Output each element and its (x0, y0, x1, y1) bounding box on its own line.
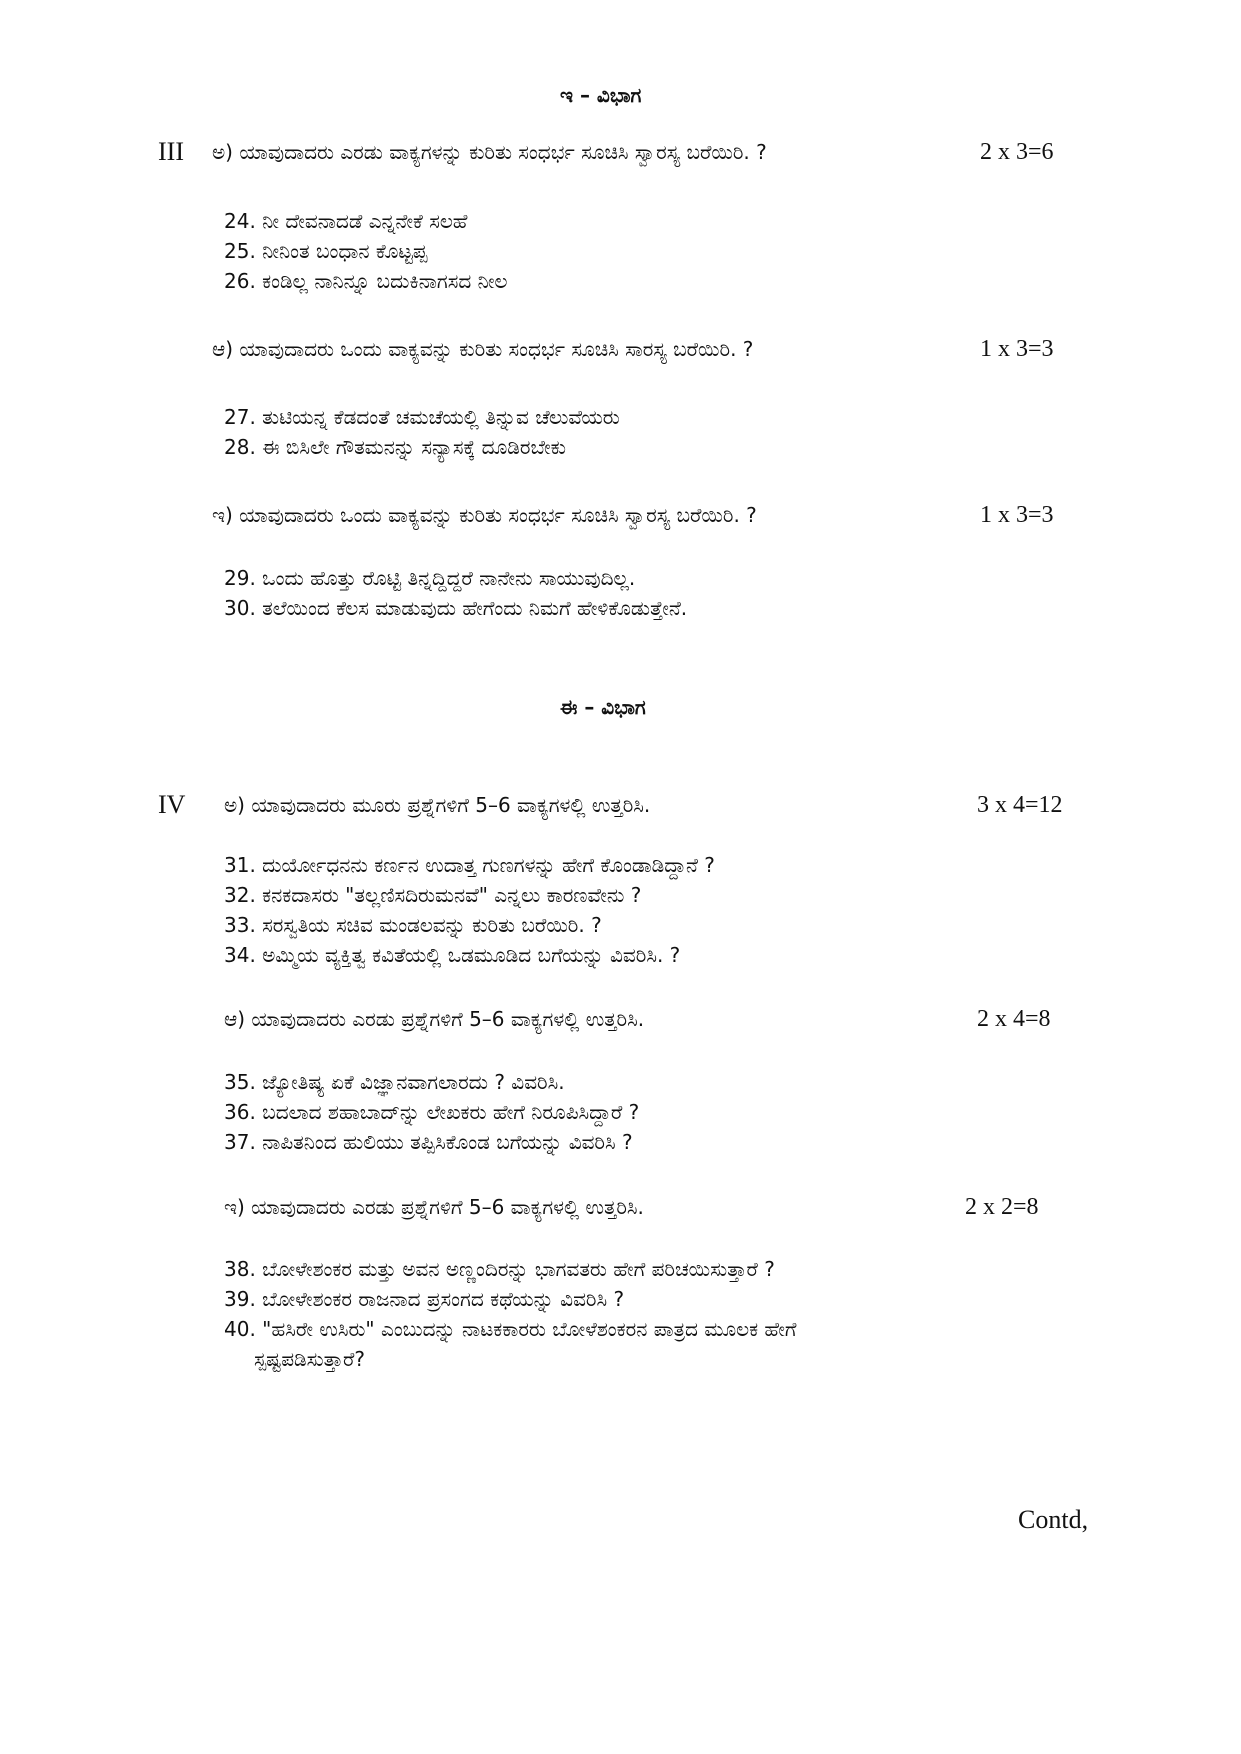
section-c-a-marks: 2 x 3=6 (980, 139, 1054, 165)
section-d-roman: IV (158, 790, 186, 819)
section-c-b-instruction: ಆ) ಯಾವುದಾದರು ಒಂದು ವಾಕ್ಯವನ್ನು ಕುರಿತು ಸಂಧರ್ಭ ಸೂಚಿಸಿ ಸಾರಸ್ಯ ಬರೆಯಿರಿ. ? (212, 337, 754, 361)
question-35: 35. ಜ್ಯೋತಿಷ್ಯ ಏಕೆ ವಿಜ್ಞಾನವಾಗಲಾರದು ? ವಿವರಿಸಿ. (224, 1070, 565, 1094)
question-30: 30. ತಲೆಯಿಂದ ಕೆಲಸ ಮಾಡುವುದು ಹೇಗೆಂದು ನಿಮಗೆ ಹೇಳಿಕೊಡುತ್ತೇನೆ. (224, 596, 688, 620)
question-25: 25. ನೀನಿಂತ ಬಂಧಾನ ಕೊಟ್ಟಪ್ಪ (224, 239, 428, 263)
section-c-a-instruction: ಅ) ಯಾವುದಾದರು ಎರಡು ವಾಕ್ಯಗಳನ್ನು ಕುರಿತು ಸಂಧರ್ಭ ಸೂಚಿಸಿ ಸ್ವಾರಸ್ಯ ಬರೆಯಿರಿ. ? (212, 140, 767, 164)
question-26: 26. ಕಂಡಿಲ್ಲ ನಾನಿನ್ನೂ ಬದುಕಿನಾಗಸದ ನೀಲ (224, 269, 508, 293)
question-40-continuation: ಸ್ಪಷ್ಟಪಡಿಸುತ್ತಾರೆ? (254, 1347, 365, 1371)
section-c-roman: III (158, 137, 184, 166)
section-d-b-instruction: ಆ) ಯಾವುದಾದರು ಎರಡು ಪ್ರಶ್ನೆಗಳಿಗೆ 5–6 ವಾಕ್ಯಗಳಲ್ಲಿ ಉತ್ತರಿಸಿ. (224, 1007, 645, 1031)
question-39: 39. ಬೋಳೇಶಂಕರ ರಾಜನಾದ ಪ್ರಸಂಗದ ಕಥೆಯನ್ನು ವಿವರಿಸಿ ? (224, 1287, 625, 1311)
question-27: 27. ತುಟಿಯನ್ನ ಕೆಡದಂತೆ ಚಮಚೆಯಲ್ಲಿ ತಿನ್ನುವ ಚೆಲುವೆಯರು (224, 405, 620, 429)
question-29: 29. ಒಂದು ಹೊತ್ತು ರೊಟ್ಟಿ ತಿನ್ನದ್ದಿದ್ದರೆ ನಾನೇನು ಸಾಯುವುದಿಲ್ಲ. (224, 566, 636, 590)
question-38: 38. ಬೋಳೇಶಂಕರ ಮತ್ತು ಅವನ ಅಣ್ಣಂದಿರನ್ನು ಭಾಗವತರು ಹೇಗೆ ಪರಿಚಯಿಸುತ್ತಾರೆ ? (224, 1257, 775, 1281)
question-24: 24. ನೀ ದೇವನಾದಡೆ ಎನ್ನನೇಕೆ ಸಲಹೆ (224, 209, 468, 233)
section-d-c-marks: 2 x 2=8 (965, 1194, 1039, 1220)
section-c-b-marks: 1 x 3=3 (980, 336, 1054, 362)
question-31: 31. ದುರ್ಯೋಧನನು ಕರ್ಣನ ಉದಾತ್ತ ಗುಣಗಳನ್ನು ಹೇಗೆ ಕೊಂಡಾಡಿದ್ದಾನೆ ? (224, 853, 715, 877)
contd-label: Contd, (1018, 1505, 1089, 1534)
section-d-c-instruction: ಇ) ಯಾವುದಾದರು ಎರಡು ಪ್ರಶ್ನೆಗಳಿಗೆ 5–6 ವಾಕ್ಯಗಳಲ್ಲಿ ಉತ್ತರಿಸಿ. (224, 1195, 644, 1219)
section-c-heading: ಇ – ವಿಭಾಗ (560, 83, 642, 107)
question-28: 28. ಈ ಬಿಸಿಲೇ ಗೌತಮನನ್ನು ಸನ್ಯಾಸಕ್ಕೆ ದೂಡಿರಬೇಕು (224, 435, 567, 459)
question-40: 40. "ಹಸಿರೇ ಉಸಿರು" ಎಂಬುದನ್ನು ನಾಟಕಕಾರರು ಬೋಳೆಶಂಕರನ ಪಾತ್ರದ ಮೂಲಕ ಹೇಗೆ (224, 1317, 797, 1341)
question-37: 37. ನಾಪಿತನಿಂದ ಹುಲಿಯು ತಪ್ಪಿಸಿಕೊಂಡ ಬಗೆಯನ್ನು ವಿವರಿಸಿ ? (224, 1130, 633, 1154)
section-c-c-instruction: ಇ) ಯಾವುದಾದರು ಒಂದು ವಾಕ್ಯವನ್ನು ಕುರಿತು ಸಂಧರ್ಭ ಸೂಚಿಸಿ ಸ್ವಾರಸ್ಯ ಬರೆಯಿರಿ. ? (212, 503, 757, 527)
question-32: 32. ಕನಕದಾಸರು "ತಲ್ಲಣಿಸದಿರುಮನವೆ" ಎನ್ನಲು ಕಾರಣವೇನು ? (224, 883, 642, 907)
question-34: 34. ಅಮ್ಮಿಯ ವ್ಯಕ್ತಿತ್ವ ಕವಿತೆಯಲ್ಲಿ ಒಡಮೂಡಿದ ಬಗೆಯನ್ನು ವಿವರಿಸಿ. ? (224, 943, 681, 967)
section-c-c-marks: 1 x 3=3 (980, 502, 1054, 528)
question-36: 36. ಬದಲಾದ ಶಹಾಬಾದ್‌ನ್ನು ಲೇಖಕರು ಹೇಗೆ ನಿರೂಪಿಸಿದ್ದಾರೆ ? (224, 1100, 640, 1124)
question-33: 33. ಸರಸ್ವತಿಯ ಸಚಿವ ಮಂಡಲವನ್ನು ಕುರಿತು ಬರೆಯಿರಿ. ? (224, 913, 602, 937)
section-d-b-marks: 2 x 4=8 (977, 1006, 1051, 1032)
section-d-a-marks: 3 x 4=12 (977, 792, 1063, 818)
section-d-heading: ಈ – ವಿಭಾಗ (560, 695, 646, 719)
section-d-a-instruction: ಅ) ಯಾವುದಾದರು ಮೂರು ಪ್ರಶ್ನೆಗಳಿಗೆ 5–6 ವಾಕ್ಯಗಳಲ್ಲಿ ಉತ್ತರಿಸಿ. (224, 793, 651, 817)
